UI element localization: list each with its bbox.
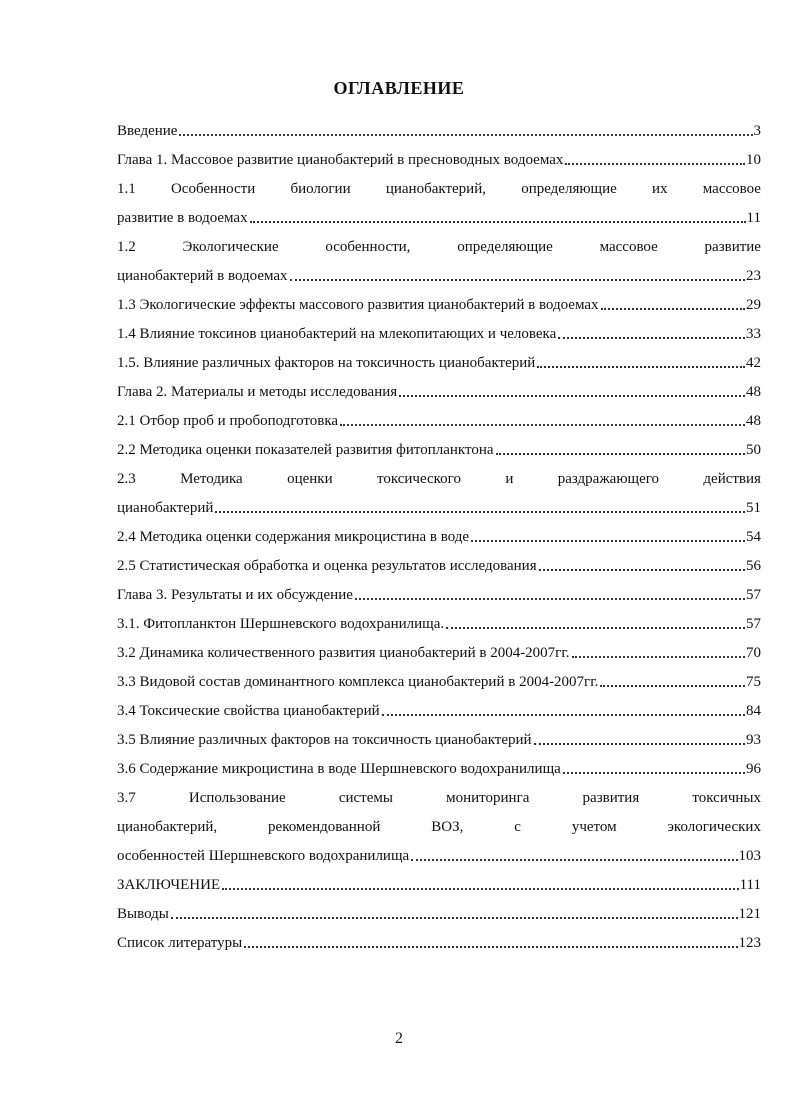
toc-entry-title: ЗАКЛЮЧЕНИЕ	[117, 877, 221, 893]
toc-entry-page: 123	[738, 935, 761, 951]
toc-heading-word: раздражающего	[557, 471, 660, 487]
dot-leader	[171, 916, 738, 919]
toc-entry-heading-line	[117, 808, 761, 837]
dot-leader	[179, 133, 752, 136]
toc-entry-title: Глава 2. Материалы и методы исследования	[117, 384, 398, 400]
toc-entry-title: цианобактерий	[117, 500, 214, 516]
dot-leader	[222, 887, 738, 890]
toc-entry[interactable]	[117, 692, 761, 721]
toc-entry[interactable]	[117, 576, 761, 605]
toc-heading-word: экологических	[667, 819, 761, 835]
toc-entry-title: развитие в водоемах	[117, 210, 248, 226]
toc-entry-page: 93	[746, 732, 761, 748]
toc-entry[interactable]	[117, 286, 761, 315]
toc-entry[interactable]	[117, 750, 761, 779]
toc-heading-word: Использование	[188, 790, 286, 806]
toc-entry[interactable]	[117, 315, 761, 344]
toc-entry[interactable]	[117, 257, 761, 286]
toc-entry-page: 57	[746, 587, 761, 603]
toc-heading-word: 1.1	[117, 181, 136, 197]
dot-leader	[600, 684, 745, 687]
toc-heading-word: 2.3	[117, 471, 136, 487]
toc-entry[interactable]	[117, 721, 761, 750]
dot-leader	[563, 771, 745, 774]
toc-entry[interactable]	[117, 199, 761, 228]
dot-leader	[340, 423, 745, 426]
toc-heading-word: массовое	[702, 181, 761, 197]
toc-heading-word: особенности,	[325, 239, 411, 255]
toc-entry-page: 3	[753, 123, 761, 139]
toc-heading-word: развития	[582, 790, 640, 806]
toc-heading-word: определяющие	[457, 239, 553, 255]
toc-entry-title: 1.5. Влияние различных факторов на токсичность цианобактерий	[117, 355, 536, 371]
toc-entry-title: особенностей Шершневского водохранилища	[117, 848, 410, 864]
toc-entry-title: 3.3 Видовой состав доминантного комплекса цианобактерий в 2004-2007гг.	[117, 674, 599, 690]
dot-leader	[534, 742, 745, 745]
toc-heading-word: определяющие	[521, 181, 617, 197]
toc-entry[interactable]	[117, 373, 761, 402]
dot-leader	[244, 945, 737, 948]
toc-entry[interactable]	[117, 431, 761, 460]
dot-leader	[537, 365, 745, 368]
dot-leader	[539, 568, 745, 571]
table-of-contents	[117, 112, 761, 953]
toc-heading-word: с	[514, 819, 521, 835]
toc-entry-page: 121	[738, 906, 761, 922]
toc-entry-page: 54	[746, 529, 761, 545]
toc-entry-title: цианобактерий в водоемах	[117, 268, 288, 284]
toc-entry-heading-line	[117, 170, 761, 199]
toc-entry-title: Глава 1. Массовое развитие цианобактерий в пресноводных водоемах	[117, 152, 564, 168]
toc-entry[interactable]	[117, 489, 761, 518]
toc-entry-title: 2.4 Методика оценки содержания микроцистина в воде	[117, 529, 470, 545]
toc-heading-word: мониторинга	[446, 790, 530, 806]
toc-entry[interactable]	[117, 344, 761, 373]
toc-entry-page: 84	[746, 703, 761, 719]
toc-entry[interactable]	[117, 924, 761, 953]
toc-entry-page: 23	[746, 268, 761, 284]
toc-heading-word: 1.2	[117, 239, 136, 255]
toc-heading-word: 3.7	[117, 790, 136, 806]
toc-entry-heading-line	[117, 460, 761, 489]
toc-heading-word: токсичных	[692, 790, 761, 806]
dot-leader	[601, 307, 745, 310]
toc-entry-heading-line	[117, 779, 761, 808]
toc-entry-page: 11	[746, 210, 761, 226]
dot-leader	[572, 655, 745, 658]
toc-entry-page: 48	[746, 413, 761, 429]
dot-leader	[496, 452, 745, 455]
toc-entry-title: 2.2 Методика оценки показателей развития фитопланктона	[117, 442, 494, 458]
toc-heading-word: ВОЗ,	[431, 819, 464, 835]
toc-entry[interactable]	[117, 518, 761, 547]
toc-heading-word: учетом	[571, 819, 617, 835]
toc-heading-word: Особенности	[170, 181, 256, 197]
toc-heading-word: цианобактерий,	[117, 819, 218, 835]
toc-heading-word: системы	[338, 790, 393, 806]
page-number: 2	[395, 1030, 403, 1047]
toc-entry-title: Введение	[117, 123, 178, 139]
toc-entry[interactable]	[117, 547, 761, 576]
dot-leader	[382, 713, 745, 716]
toc-entry-title: 3.2 Динамика количественного развития цианобактерий в 2004-2007гг.	[117, 645, 570, 661]
toc-entry-title: 1.3 Экологические эффекты массового развития цианобактерий в водоемах	[117, 297, 599, 313]
toc-entry[interactable]	[117, 866, 761, 895]
toc-entry-page: 50	[746, 442, 761, 458]
dot-leader	[411, 858, 737, 861]
toc-entry-heading-line	[117, 228, 761, 257]
toc-heading-word: оценки	[287, 471, 333, 487]
toc-entry-page: 29	[746, 297, 761, 313]
toc-entry[interactable]	[117, 605, 761, 634]
toc-entry-page: 57	[746, 616, 761, 632]
toc-entry-page: 75	[746, 674, 761, 690]
dot-leader	[250, 220, 746, 223]
toc-heading-word: действия	[703, 471, 761, 487]
toc-entry-page: 33	[746, 326, 761, 342]
toc-entry-page: 111	[739, 877, 761, 893]
toc-heading-word: токсического	[376, 471, 461, 487]
dot-leader	[290, 278, 745, 281]
toc-entry-page: 56	[746, 558, 761, 574]
toc-entry-title: Список литературы	[117, 935, 243, 951]
toc-entry-page: 70	[746, 645, 761, 661]
dot-leader	[446, 626, 745, 629]
toc-entry-title: 1.4 Влияние токсинов цианобактерий на млекопитающих и человека	[117, 326, 557, 342]
toc-entry-title: Выводы	[117, 906, 169, 922]
page-title: ОГЛАВЛЕНИЕ	[333, 78, 465, 98]
toc-heading-word: биологии	[290, 181, 351, 197]
toc-entry-page: 48	[746, 384, 761, 400]
toc-entry-page: 42	[746, 355, 761, 371]
toc-entry-page: 96	[746, 761, 761, 777]
toc-entry[interactable]	[117, 402, 761, 431]
toc-entry-title: Глава 3. Результаты и их обсуждение	[117, 587, 353, 603]
toc-entry-title: 3.5 Влияние различных факторов на токсичность цианобактерий	[117, 732, 532, 748]
toc-entry-page: 10	[746, 152, 761, 168]
toc-heading-word: массовое	[599, 239, 658, 255]
toc-entry[interactable]	[117, 895, 761, 924]
dot-leader	[215, 510, 745, 513]
toc-heading-word: Методика	[180, 471, 243, 487]
toc-entry[interactable]	[117, 663, 761, 692]
dot-leader	[399, 394, 745, 397]
dot-leader	[565, 162, 745, 165]
toc-entry[interactable]	[117, 112, 761, 141]
toc-entry-title: 3.6 Содержание микроцистина в воде Шершневского водохранилища	[117, 761, 561, 777]
dot-leader	[471, 539, 745, 542]
toc-entry-page: 103	[738, 848, 761, 864]
dot-leader	[355, 597, 745, 600]
toc-entry-page: 51	[746, 500, 761, 516]
dot-leader	[558, 336, 745, 339]
toc-entry-title: 3.4 Токсические свойства цианобактерий	[117, 703, 380, 719]
toc-heading-word: и	[505, 471, 514, 487]
toc-entry-title: 2.1 Отбор проб и пробоподготовка	[117, 413, 339, 429]
toc-heading-word: рекомендованной	[268, 819, 381, 835]
toc-entry-title: 2.5 Статистическая обработка и оценка результатов исследования	[117, 558, 537, 574]
toc-entry-title: 3.1. Фитопланктон Шершневского водохранилища.	[117, 616, 445, 632]
toc-heading-word: развитие	[704, 239, 761, 255]
toc-heading-word: их	[652, 181, 668, 197]
toc-heading-word: цианобактерий,	[385, 181, 486, 197]
toc-heading-word: Экологические	[182, 239, 279, 255]
toc-entry[interactable]	[117, 141, 761, 170]
toc-entry[interactable]	[117, 837, 761, 866]
toc-entry[interactable]	[117, 634, 761, 663]
